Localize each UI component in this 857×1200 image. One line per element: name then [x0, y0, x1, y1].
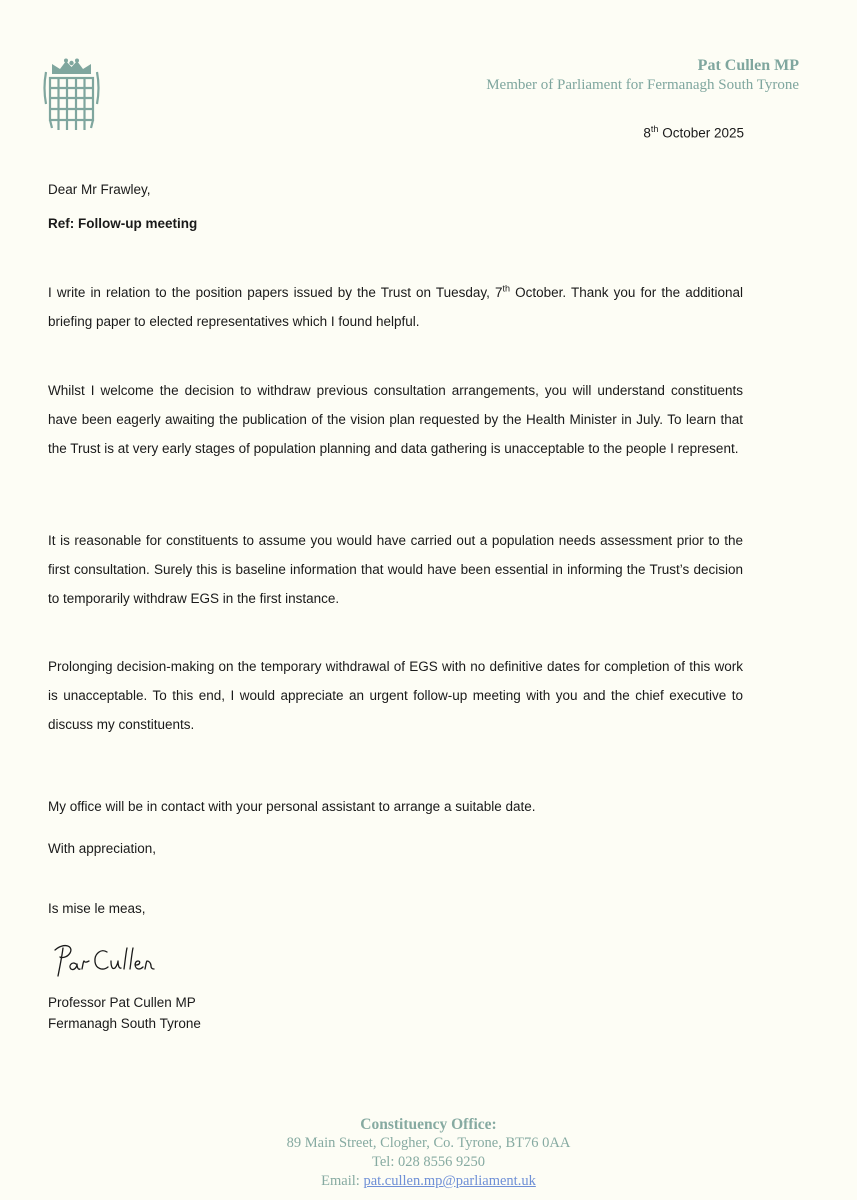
paragraph-4: Prolonging decision-making on the temporary withdrawal of EGS with no definitive dates for completion of this work is unacceptable. To this end, I would appreciate an urgent follow-up meeting with you and the chief executive to discuss my constituents.	[48, 659, 743, 732]
mp-name: Pat Cullen MP	[697, 57, 799, 74]
paragraph-5: My office will be in contact with your personal assistant to arrange a suitable date.	[48, 799, 536, 814]
closing-sign-off: Is mise le meas,	[48, 901, 146, 916]
signer-constituency: Fermanagh South Tyrone	[48, 1016, 201, 1031]
reference-line: Ref: Follow-up meeting	[48, 216, 198, 231]
paragraph-1-superscript: th	[502, 283, 511, 294]
signer-name: Professor Pat Cullen MP	[48, 995, 196, 1010]
mp-role: Member of Parliament for Fermanagh South Tyrone	[486, 77, 799, 93]
paragraph-1-part-a: I write in relation to the position papers issued by the Trust on Tuesday, 7	[48, 285, 503, 300]
date-day: 8	[643, 125, 651, 141]
portcullis-crest-icon	[40, 58, 103, 132]
footer-contact	[0, 1115, 857, 1191]
office-address: 89 Main Street, Clogher, Co. Tyrone, BT76 0AA	[286, 1135, 571, 1151]
email-label: Email:	[321, 1173, 364, 1189]
closing-appreciation: With appreciation,	[48, 841, 157, 856]
signature	[52, 940, 162, 982]
paragraph-2: Whilst I welcome the decision to withdraw previous consultation arrangements, you will understand constituents have been eagerly awaiting the publication of the vision plan requested by the Health Minister in July. To learn that the Trust is at very early stages of population planning and data gathering is unacceptable to the people I represent.	[48, 383, 743, 456]
office-email-line	[0, 1172, 857, 1191]
paragraph-3: It is reasonable for constituents to assume you would have carried out a population needs assessment prior to the first consultation. Surely this is baseline information that would have been essential in informing the Trust’s decision to temporarily withdraw EGS in the first instance.	[48, 533, 743, 606]
letter-date	[643, 124, 744, 141]
signer-block	[48, 992, 201, 1034]
paragraph-1-part-b: October. Thank you for the additional briefing paper to elected representatives which I found helpful.	[48, 285, 743, 329]
paragraph-1	[48, 278, 743, 336]
letterhead	[486, 56, 799, 95]
date-suffix: th	[650, 124, 659, 134]
office-title: Constituency Office:	[360, 1116, 497, 1133]
date-month-year: October 2025	[662, 125, 744, 141]
email-link[interactable]: pat.cullen.mp@parliament.uk	[363, 1173, 536, 1189]
office-telephone: Tel: 028 8556 9250	[372, 1154, 485, 1170]
salutation: Dear Mr Frawley,	[48, 182, 151, 197]
